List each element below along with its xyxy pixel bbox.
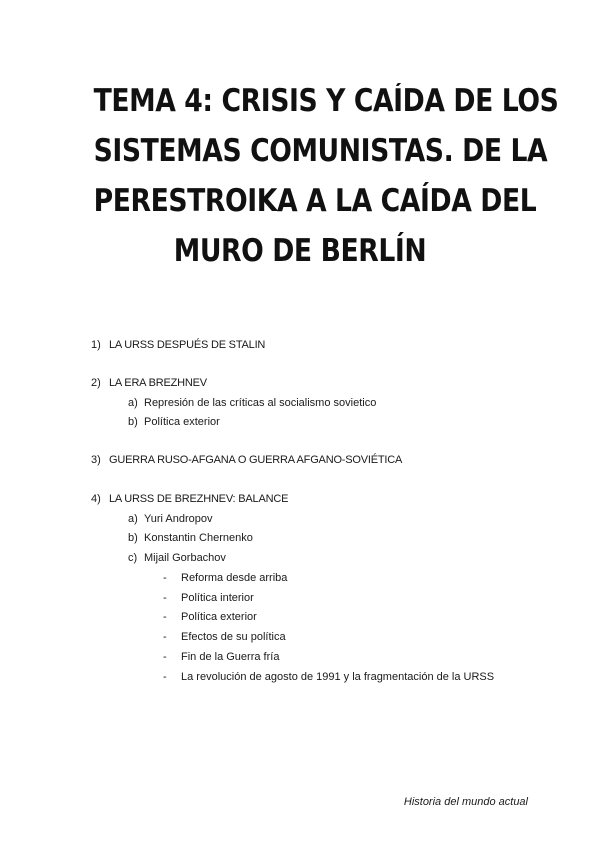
section-title: LA ERA BREZHNEV (109, 377, 207, 389)
bullet-text: Política exterior (181, 611, 257, 623)
document-title (93, 76, 559, 276)
subsection-title: Yuri Andropov (144, 513, 213, 525)
subsection-letter: a) (128, 513, 138, 525)
bullet-dash: - (163, 651, 167, 663)
subsection-letter: b) (128, 416, 138, 428)
bullet-dash: - (163, 611, 167, 623)
section-number: 3) (91, 454, 101, 466)
bullet-dash: - (163, 592, 167, 604)
section-number: 4) (91, 493, 101, 505)
bullet-text: Política interior (181, 592, 254, 604)
bullet-text: Efectos de su política (181, 631, 286, 643)
subsection-letter: b) (128, 532, 138, 544)
bullet-dash: - (163, 572, 167, 584)
title-line: PERESTROIKA A LA CAÍDA DEL (93, 183, 537, 219)
subsection-title: Represión de las críticas al socialismo sovietico (144, 397, 377, 409)
subsection-title: Política exterior (144, 416, 220, 428)
subsection-title: Mijail Gorbachov (144, 552, 226, 564)
subsection-letter: a) (128, 397, 138, 409)
bullet-text: Fin de la Guerra fría (181, 651, 280, 663)
section-number: 1) (91, 339, 101, 351)
section-number: 2) (91, 377, 101, 389)
subsection-letter: c) (128, 552, 138, 564)
bullet-dash: - (163, 631, 167, 643)
section-title: LA URSS DE BREZHNEV: BALANCE (109, 493, 289, 505)
section-title: LA URSS DESPUÉS DE STALIN (109, 339, 266, 351)
title-line: TEMA 4: CRISIS Y CAÍDA DE LOS (93, 83, 559, 119)
bullet-dash: - (163, 671, 167, 683)
subsection-title: Konstantin Chernenko (144, 532, 253, 544)
bullet-text: Reforma desde arriba (181, 572, 288, 584)
page-footer: Historia del mundo actual (403, 796, 528, 808)
section-title: GUERRA RUSO-AFGANA O GUERRA AFGANO-SOVIÉTICA (109, 454, 403, 466)
title-line: SISTEMAS COMUNISTAS. DE LA (93, 133, 548, 169)
title-line: MURO DE BERLÍN (173, 233, 427, 269)
bullet-text: La revolución de agosto de 1991 y la fragmentación de la URSS (181, 671, 495, 683)
